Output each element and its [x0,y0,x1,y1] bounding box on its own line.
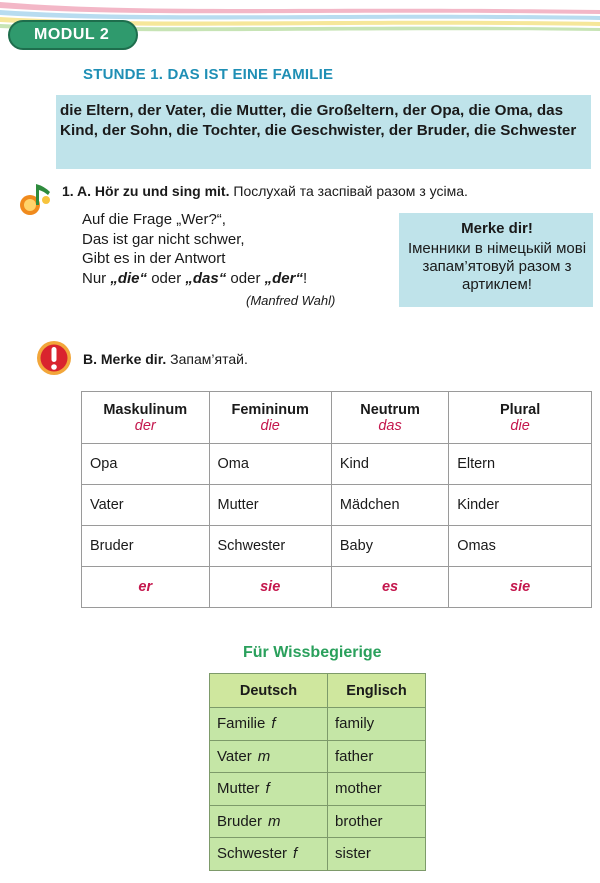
grammar-header-row [82,392,592,444]
german-word: Bruder [217,812,263,830]
table-row [82,485,592,526]
table-cell: Bruder [82,526,210,567]
table-row [210,838,426,871]
article-der: „der“ [264,269,303,287]
header-article: der [134,417,156,434]
merke-title: Merke dir! [461,220,533,237]
pronoun-cell: es [331,567,448,608]
song-line-4-end: ! [302,269,308,287]
song-line-4-or-2: oder [226,269,265,287]
song-line-1: Auf die Frage „Wer?“, [82,211,226,228]
wissbegierige-title: Für Wissbegierige [243,644,382,661]
grammar-table [81,391,592,608]
german-word-cell [210,773,328,806]
table-row [210,708,426,741]
table-cell: Eltern [449,444,592,485]
song-author: (Manfred Wahl) [246,293,336,308]
pronoun-cell: sie [209,567,331,608]
german-word-cell [210,805,328,838]
song-line-3: Gibt es in der Antwort [82,250,226,267]
task-a [62,183,468,199]
table-row [210,773,426,806]
table-cell: Mädchen [331,485,448,526]
german-word-cell [210,838,328,871]
header-article: das [378,417,402,434]
table-cell: Omas [449,526,592,567]
table-cell: Kinder [449,485,592,526]
merke-text: Іменники в німецькій мові запам’ятовуй разом з артиклем! [407,240,587,293]
table-row [210,805,426,838]
article-die: „die“ [110,269,148,287]
header-maskulinum [82,392,210,444]
header-name: Plural [499,401,541,418]
german-word-cell [210,740,328,773]
vocabulary-header-row [210,674,426,708]
song-lyrics [82,210,307,288]
music-note-icon [16,178,56,218]
german-word: Vater [217,747,252,765]
table-cell: Vater [82,485,210,526]
gender-marker: f [271,715,276,733]
task-b-instruction: Запам’ятай. [170,351,248,367]
header-name: Maskulinum [103,401,188,418]
task-a-label: 1. A. Hör zu und sing mit. [62,183,230,199]
german-word: Schwester [217,845,288,863]
english-word: father [328,740,426,773]
english-word: sister [328,838,426,871]
pronoun-cell: er [82,567,210,608]
task-b-label: B. Merke dir. [83,351,167,367]
task-b [83,351,248,367]
merke-dir-box [399,213,593,307]
song-line-4-or-1: oder [147,269,186,287]
lesson-title: STUNDE 1. DAS IST EINE FAMILIE [83,66,334,83]
header-femininum [209,392,331,444]
table-row [210,740,426,773]
german-word: Mutter [217,780,260,798]
header-article: die [510,417,530,434]
module-badge: MODUL 2 [8,20,138,50]
task-a-instruction: Послухай та заспівай разом з усіма. [233,183,468,199]
german-word-cell [210,708,328,741]
table-cell: Oma [209,444,331,485]
header-name: Neutrum [360,401,420,418]
song-line-4-start: Nur [82,269,111,287]
vocabulary-box: die Eltern, der Vater, die Mutter, die Großeltern, der Opa, die Oma, das Kind, der Sohn, die Tochter, die Geschwister, der Bruder, die Schwester [56,95,591,169]
table-cell: Mutter [209,485,331,526]
gender-marker: f [265,780,270,798]
table-cell: Baby [331,526,448,567]
table-cell: Kind [331,444,448,485]
table-cell: Schwester [209,526,331,567]
table-cell: Opa [82,444,210,485]
exclamation-icon [36,340,72,376]
song-line-4 [82,269,307,289]
header-deutsch: Deutsch [210,674,328,708]
table-row [82,526,592,567]
english-word: mother [328,773,426,806]
article-das: „das“ [185,269,227,287]
header-neutrum [331,392,448,444]
song-line-2: Das ist gar nicht schwer, [82,230,245,248]
german-word: Familie [217,715,266,733]
table-row [82,444,592,485]
pronoun-row [82,567,592,608]
gender-marker: f [293,845,298,863]
english-word: family [328,708,426,741]
header-name: Femininum [231,401,309,418]
header-englisch: Englisch [328,674,426,708]
gender-marker: m [268,812,281,830]
header-plural [449,392,592,444]
gender-marker: m [257,747,271,765]
english-word: brother [328,805,426,838]
header-article: die [260,417,280,434]
vocabulary-table [209,673,426,871]
pronoun-cell: sie [449,567,592,608]
